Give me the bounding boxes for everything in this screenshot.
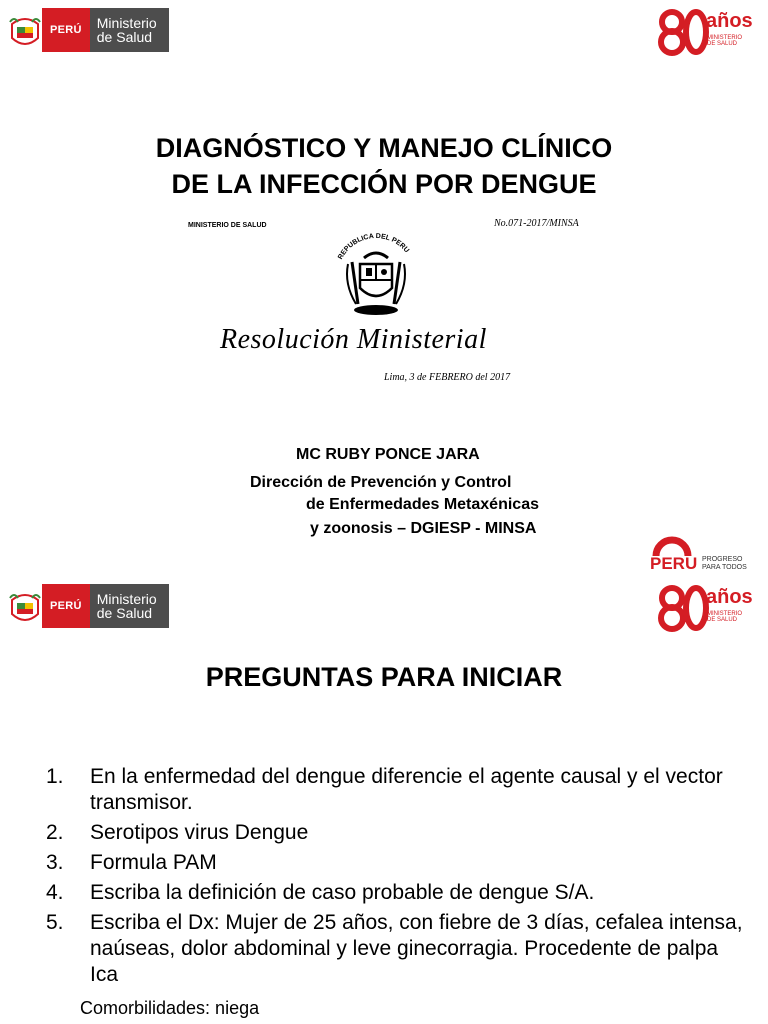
coat-of-arms-icon bbox=[8, 8, 42, 52]
slide-2-title: PREGUNTAS PARA INICIAR bbox=[205, 662, 563, 692]
ministry-line1: Ministerio bbox=[96, 591, 157, 607]
peru-label: PERÚ bbox=[42, 584, 90, 628]
anniversary-logo bbox=[658, 580, 754, 636]
ministry-label bbox=[90, 584, 169, 628]
question-item bbox=[46, 820, 746, 846]
question-item bbox=[46, 910, 746, 988]
resolution-date: Lima, 3 de FEBRERO del 2017 bbox=[384, 372, 511, 383]
coat-of-arms-icon bbox=[8, 584, 42, 628]
peru-brand-tag1: PROGRESO bbox=[702, 556, 743, 563]
question-text: Escriba la definición de caso probable de dengue S/A. bbox=[90, 881, 595, 904]
peru-brand-tag2: PARA TODOS bbox=[702, 564, 747, 571]
question-text: En la enfermedad del dengue diferencie el agente causal y el vector transmisor. bbox=[90, 765, 723, 814]
slide-2 bbox=[0, 574, 768, 1024]
resolution-number: No.071-2017/MINSA bbox=[494, 218, 579, 229]
question-item bbox=[46, 880, 746, 906]
title-line-1: DIAGNÓSTICO Y MANEJO CLÍNICO bbox=[155, 133, 613, 163]
peru-brand-tagline bbox=[702, 556, 747, 572]
question-number: 2. bbox=[46, 821, 64, 844]
ministry-line1: Ministerio bbox=[96, 15, 157, 31]
anniversary-word: años bbox=[706, 586, 753, 608]
national-seal-icon bbox=[324, 224, 428, 320]
question-item bbox=[46, 850, 746, 876]
peru-progreso-logo bbox=[650, 530, 760, 574]
peru-brand-word: PERU bbox=[650, 554, 698, 573]
ministry-line2: de Salud bbox=[96, 605, 153, 621]
questions-list bbox=[46, 764, 746, 992]
anniversary-sub2: DE SALUD bbox=[707, 41, 738, 47]
question-text: Formula PAM bbox=[90, 851, 217, 874]
resolution-image bbox=[180, 210, 600, 396]
ministry-line2: de Salud bbox=[96, 29, 153, 45]
anniversary-logo bbox=[658, 4, 754, 60]
question-number: 4. bbox=[46, 881, 64, 904]
question-number: 3. bbox=[46, 851, 64, 874]
anniversary-sub2: DE SALUD bbox=[707, 617, 738, 623]
svg-text:REPUBLICA DEL PERU: REPUBLICA DEL PERU bbox=[337, 232, 411, 261]
question-number: 1. bbox=[46, 765, 64, 788]
affiliation-line-3: y zoonosis – DGIESP - MINSA bbox=[310, 520, 537, 537]
anniversary-sub bbox=[707, 35, 742, 47]
minsa-logo bbox=[8, 584, 169, 628]
resolution-title: Resolución Ministerial bbox=[220, 324, 487, 355]
ministry-label bbox=[90, 8, 169, 52]
question-item bbox=[46, 764, 746, 816]
question-number: 5. bbox=[46, 911, 64, 934]
author-name: MC RUBY PONCE JARA bbox=[296, 446, 480, 463]
title-line-2: DE LA INFECCIÓN POR DENGUE bbox=[171, 169, 597, 199]
minsa-logo bbox=[8, 8, 169, 52]
anniversary-word: años bbox=[706, 10, 753, 32]
affiliation-line-1: Dirección de Prevención y Control bbox=[250, 474, 512, 491]
question-text: Escriba el Dx: Mujer de 25 años, con fiebre de 3 días, cefalea intensa, naúseas, dolor abdominal y leve ginecorragia. Procedente de palpa Ica bbox=[90, 911, 743, 986]
question-text: Serotipos virus Dengue bbox=[90, 821, 309, 844]
peru-label: PERÚ bbox=[42, 8, 90, 52]
affiliation-line-2: de Enfermedades Metaxénicas bbox=[306, 496, 539, 512]
anniversary-sub1: MINISTERIO bbox=[707, 611, 743, 617]
anniversary-sub1: MINISTERIO bbox=[707, 35, 743, 41]
anniversary-sub bbox=[707, 611, 742, 623]
comorbidities-note: Comorbilidades: niega bbox=[80, 998, 260, 1018]
resolution-ministry: MINISTERIO DE SALUD bbox=[188, 222, 267, 229]
